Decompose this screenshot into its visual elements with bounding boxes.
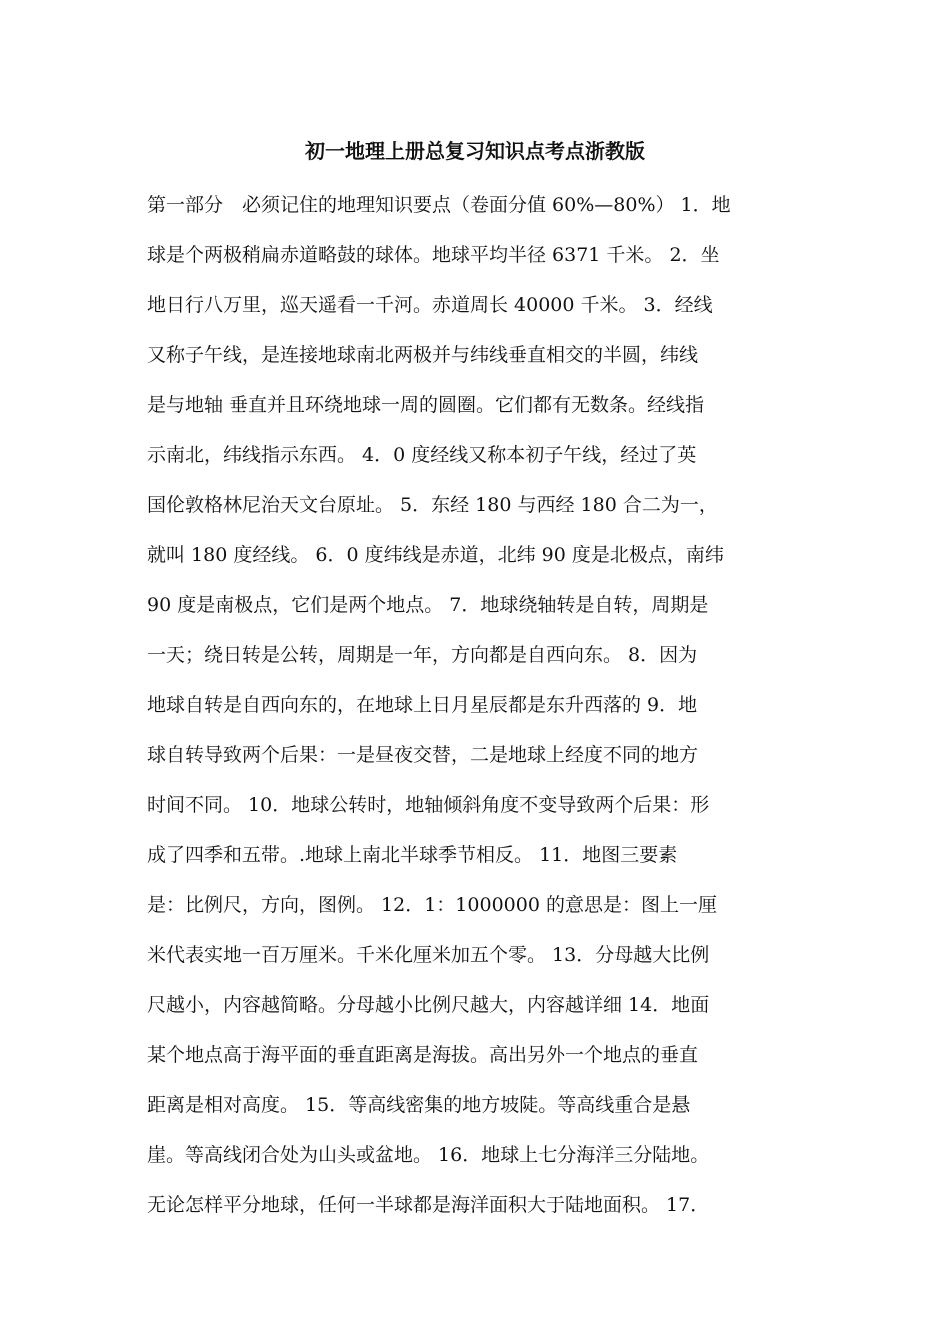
body-line: 尺越小，内容越简略。分母越小比例尺越大，内容越详细 14．地面	[147, 994, 710, 1016]
body-line: 成了四季和五带。.地球上南北半球季节相反。 11．地图三要素	[147, 844, 678, 866]
body-line: 某个地点高于海平面的垂直距离是海拔。高出另外一个地点的垂直	[147, 1044, 699, 1066]
body-line: 时间不同。 10．地球公转时，地轴倾斜角度不变导致两个后果：形	[147, 794, 710, 816]
body-line: 地日行八万里，巡天遥看一千河。赤道周长 40000 千米。 3．经线	[147, 294, 713, 316]
document-title: 初一地理上册总复习知识点考点浙教版	[305, 139, 645, 163]
body-line: 崖。等高线闭合处为山头或盆地。 16．地球上七分海洋三分陆地。	[147, 1144, 710, 1166]
body-line: 又称子午线，是连接地球南北两极并与纬线垂直相交的半圆，纬线	[147, 344, 699, 366]
body-line: 球自转导致两个后果：一是昼夜交替，二是地球上经度不同的地方	[147, 744, 699, 766]
body-line: 示南北，纬线指示东西。 4．0 度经线又称本初子午线，经过了英	[147, 444, 697, 466]
body-line: 无论怎样平分地球，任何一半球都是海洋面积大于陆地面积。 17．	[147, 1194, 710, 1216]
body-line: 第一部分 必须记住的地理知识要点（卷面分值 60%—80%） 1．地	[147, 194, 731, 216]
body-line: 国伦敦格林尼治天文台原址。 5．东经 180 与西经 180 合二为一，	[147, 494, 718, 516]
body-line: 就叫 180 度经线。 6．0 度纬线是赤道，北纬 90 度是北极点，南纬	[147, 544, 724, 566]
body-line: 90 度是南极点，它们是两个地点。 7．地球绕轴转是自转，周期是	[147, 594, 709, 616]
body-line: 球是个两极稍扁赤道略鼓的球体。地球平均半径 6371 千米。 2．坐	[147, 244, 720, 266]
body-line: 是：比例尺，方向，图例。 12．1：1000000 的意思是：图上一厘	[147, 894, 717, 916]
body-line: 距离是相对高度。 15．等高线密集的地方坡陡。等高线重合是悬	[147, 1094, 691, 1116]
body-line: 米代表实地一百万厘米。千米化厘米加五个零。 13．分母越大比例	[147, 944, 710, 966]
body-line: 地球自转是自西向东的，在地球上日月星辰都是东升西落的 9．地	[147, 694, 698, 716]
body-line: 一天；绕日转是公转，周期是一年，方向都是自西向东。 8．因为	[147, 644, 698, 666]
body-line: 是与地轴 垂直并且环绕地球一周的圆圈。它们都有无数条。经线指	[147, 394, 705, 416]
document-body	[147, 180, 807, 1230]
